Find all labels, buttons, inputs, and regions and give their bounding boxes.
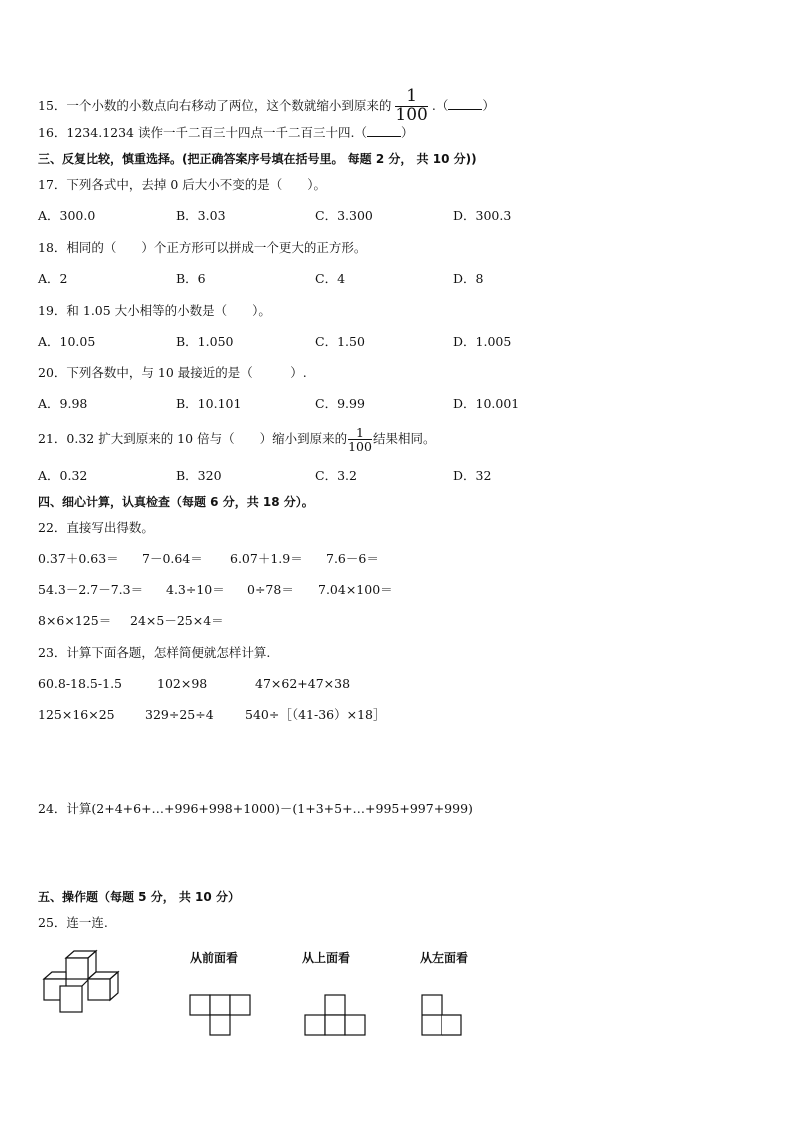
option-a[interactable]: A．2 [38,271,68,286]
option-b[interactable]: B．3.03 [176,208,226,223]
option-b[interactable]: B．10.101 [176,396,242,411]
option-b[interactable]: B．6 [176,271,206,286]
calc-item: 0.37＋0.63＝ [38,551,119,566]
question-20-stem: 20．下列各数中，与 10 最接近的是（ ）. [38,365,307,380]
calc-item: 0÷78＝ [247,582,294,597]
question-23-stem: 23．计算下面各题，怎样简便就怎样计算. [38,645,271,660]
question-15-text: 15．一个小数的小数点向右移动了两位，这个数就缩小到原来的 [38,97,392,113]
calc-item: 329÷25÷4 [145,707,214,722]
fraction [348,426,372,453]
question-17-stem: 17．下列各式中，去掉 0 后大小不变的是（ ）。 [38,177,327,192]
fraction-denominator: 100 [348,439,372,454]
section-4-heading: 四、细心计算，认真检查（每题 6 分，共 18 分）。 [38,495,314,509]
answer-blank[interactable] [367,124,401,137]
option-b[interactable]: B．320 [176,468,222,483]
option-d[interactable]: D．10.001 [453,396,520,411]
fraction-denominator: 100 [395,104,428,125]
question-25-stem: 25．连一连. [38,915,108,930]
calc-item: 7.6－6＝ [326,551,379,566]
view-label-left: 从左面看 [420,951,469,965]
calc-item: 4.3÷10＝ [166,582,225,597]
fraction-numerator: 1 [395,88,427,107]
question-21-text-a: 21．0.32 扩大到原来的 10 倍与（ ）缩小到原来的 [38,431,348,446]
cube-stack-figure [40,948,136,1016]
option-d[interactable]: D．1.005 [453,334,512,349]
question-21-stem [38,422,435,456]
option-a[interactable]: A．0.32 [38,468,88,483]
answer-blank[interactable] [448,97,482,110]
calc-item: 47×62+47×38 [255,676,351,691]
option-d[interactable]: D．8 [453,271,484,286]
calc-item: 60.8-18.5-1.5 [38,676,122,691]
calc-item: 24×5－25×4＝ [130,613,224,628]
question-21-text-b: 结果相同。 [372,431,436,446]
question-19-stem: 19．和 1.05 大小相等的小数是（ ）。 [38,303,271,318]
calc-item: 7－0.64＝ [142,551,203,566]
view-label-front: 从前面看 [190,951,239,965]
option-a[interactable]: A．9.98 [38,396,88,411]
top-view-figure[interactable] [304,994,366,1036]
calc-item: 102×98 [157,676,208,691]
front-view-figure[interactable] [189,994,251,1036]
question-15 [38,88,495,125]
option-a[interactable]: A．10.05 [38,334,96,349]
option-c[interactable]: C．9.99 [315,396,365,411]
question-22-stem: 22．直接写出得数。 [38,520,154,535]
question-18-stem: 18．相同的（ ）个正方形可以拼成一个更大的正方形。 [38,240,367,255]
question-15-paren-open: .（ [431,97,449,113]
calc-item: 6.07＋1.9＝ [230,551,303,566]
left-view-figure[interactable] [421,994,463,1036]
fraction-numerator: 1 [348,426,372,440]
calc-item: 54.3－2.7－7.3＝ [38,582,144,597]
option-c[interactable]: C．1.50 [315,334,365,349]
section-5-heading: 五、操作题（每题 5 分， 共 10 分） [38,890,240,904]
option-b[interactable]: B．1.050 [176,334,234,349]
calc-item: 7.04×100＝ [318,582,393,597]
option-a[interactable]: A．300.0 [38,208,96,223]
option-d[interactable]: D．32 [453,468,492,483]
option-c[interactable]: C．3.300 [315,208,373,223]
question-15-paren-close: ） [482,97,495,113]
section-3-heading: 三、反复比较，慎重选择。(把正确答案序号填在括号里。 每题 2 分， 共 10 分)) [38,152,477,166]
question-16-paren-close: ） [400,125,414,140]
option-c[interactable]: C．4 [315,271,346,286]
calc-item: 125×16×25 [38,707,115,722]
option-c[interactable]: C．3.2 [315,468,357,483]
question-16-text: 16．1234.1234 读作一千二百三十四点一千二百三十四.（ [38,125,367,140]
calc-item: 540÷［（41-36）×18］ [245,707,386,722]
question-16 [38,124,413,142]
fraction [395,88,427,125]
option-d[interactable]: D．300.3 [453,208,512,223]
view-label-top: 从上面看 [302,951,351,965]
calc-item: 8×6×125＝ [38,613,112,628]
question-24: 24．计算(2+4+6+…+996+998+1000)－(1+3+5+…+995+997+999) [38,801,473,816]
